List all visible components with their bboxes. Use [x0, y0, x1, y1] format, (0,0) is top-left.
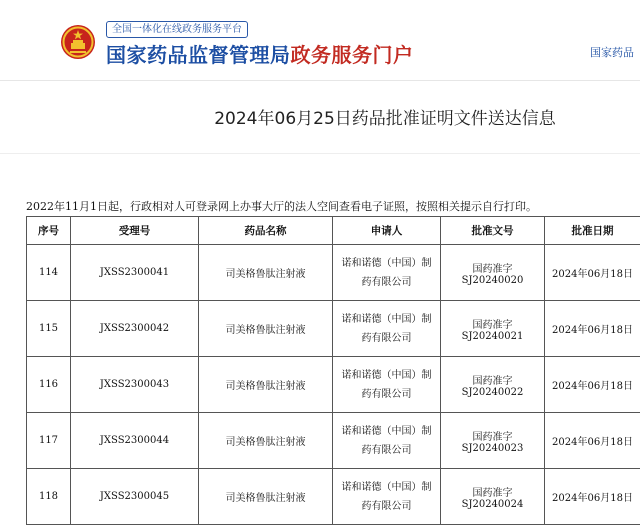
cell-drug-name: 司美格鲁肽注射液: [199, 469, 333, 525]
cell-acceptance-no: JXSS2300042: [71, 301, 199, 357]
site-title[interactable]: [106, 43, 414, 67]
site-title-portal: 政务服务门户: [291, 43, 414, 67]
table-header-row: [27, 217, 640, 245]
column-header-seq: 序号: [27, 217, 71, 245]
cell-seq: 115: [27, 301, 71, 357]
site-header: [0, 0, 640, 80]
cell-applicant: 诺和诺德（中国）制药有限公司: [333, 301, 441, 357]
table-row: [27, 245, 640, 301]
cell-acceptance-no: JXSS2300044: [71, 413, 199, 469]
cell-approval-no: 国药准字SJ20240022: [441, 357, 545, 413]
table-row: [27, 301, 640, 357]
national-emblem-icon: [60, 24, 96, 60]
cell-acceptance-no: JXSS2300041: [71, 245, 199, 301]
cell-approval-no: 国药准字SJ20240023: [441, 413, 545, 469]
title-divider: [0, 153, 640, 154]
cell-approval-date: 2024年06月18日: [545, 245, 640, 301]
platform-badge[interactable]: 全国一体化在线政务服务平台: [106, 21, 248, 38]
cell-approval-no: 国药准字SJ20240020: [441, 245, 545, 301]
approval-table: [26, 216, 640, 525]
cell-approval-date: 2024年06月18日: [545, 413, 640, 469]
notice-text: 2022年11月1日起，行政相对人可登录网上办事大厅的法人空间查看电子证照，按照相关提示自行打印。: [26, 198, 537, 214]
table-row: [27, 357, 640, 413]
cell-applicant: 诺和诺德（中国）制药有限公司: [333, 469, 441, 525]
cell-approval-date: 2024年06月18日: [545, 469, 640, 525]
cell-drug-name: 司美格鲁肽注射液: [199, 413, 333, 469]
cell-seq: 116: [27, 357, 71, 413]
site-title-agency: 国家药品监督管理局: [106, 43, 291, 67]
cell-drug-name: 司美格鲁肽注射液: [199, 357, 333, 413]
cell-acceptance-no: JXSS2300043: [71, 357, 199, 413]
table-row: [27, 469, 640, 525]
cell-applicant: 诺和诺德（中国）制药有限公司: [333, 245, 441, 301]
column-header-drug-name: 药品名称: [199, 217, 333, 245]
column-header-approval-no: 批准文号: [441, 217, 545, 245]
cell-approval-no: 国药准字SJ20240024: [441, 469, 545, 525]
cell-approval-no: 国药准字SJ20240021: [441, 301, 545, 357]
cell-acceptance-no: JXSS2300045: [71, 469, 199, 525]
cell-seq: 117: [27, 413, 71, 469]
cell-applicant: 诺和诺德（中国）制药有限公司: [333, 357, 441, 413]
column-header-approval-date: 批准日期: [545, 217, 640, 245]
cell-seq: 118: [27, 469, 71, 525]
column-header-acceptance-no: 受理号: [71, 217, 199, 245]
cell-approval-date: 2024年06月18日: [545, 301, 640, 357]
top-right-link[interactable]: 国家药品: [590, 44, 634, 60]
cell-drug-name: 司美格鲁肽注射液: [199, 245, 333, 301]
header-divider: [0, 80, 640, 81]
page-title: 2024年06月25日药品批准证明文件送达信息: [0, 104, 640, 129]
cell-applicant: 诺和诺德（中国）制药有限公司: [333, 413, 441, 469]
column-header-applicant: 申请人: [333, 217, 441, 245]
cell-approval-date: 2024年06月18日: [545, 357, 640, 413]
table-row: [27, 413, 640, 469]
cell-seq: 114: [27, 245, 71, 301]
cell-drug-name: 司美格鲁肽注射液: [199, 301, 333, 357]
